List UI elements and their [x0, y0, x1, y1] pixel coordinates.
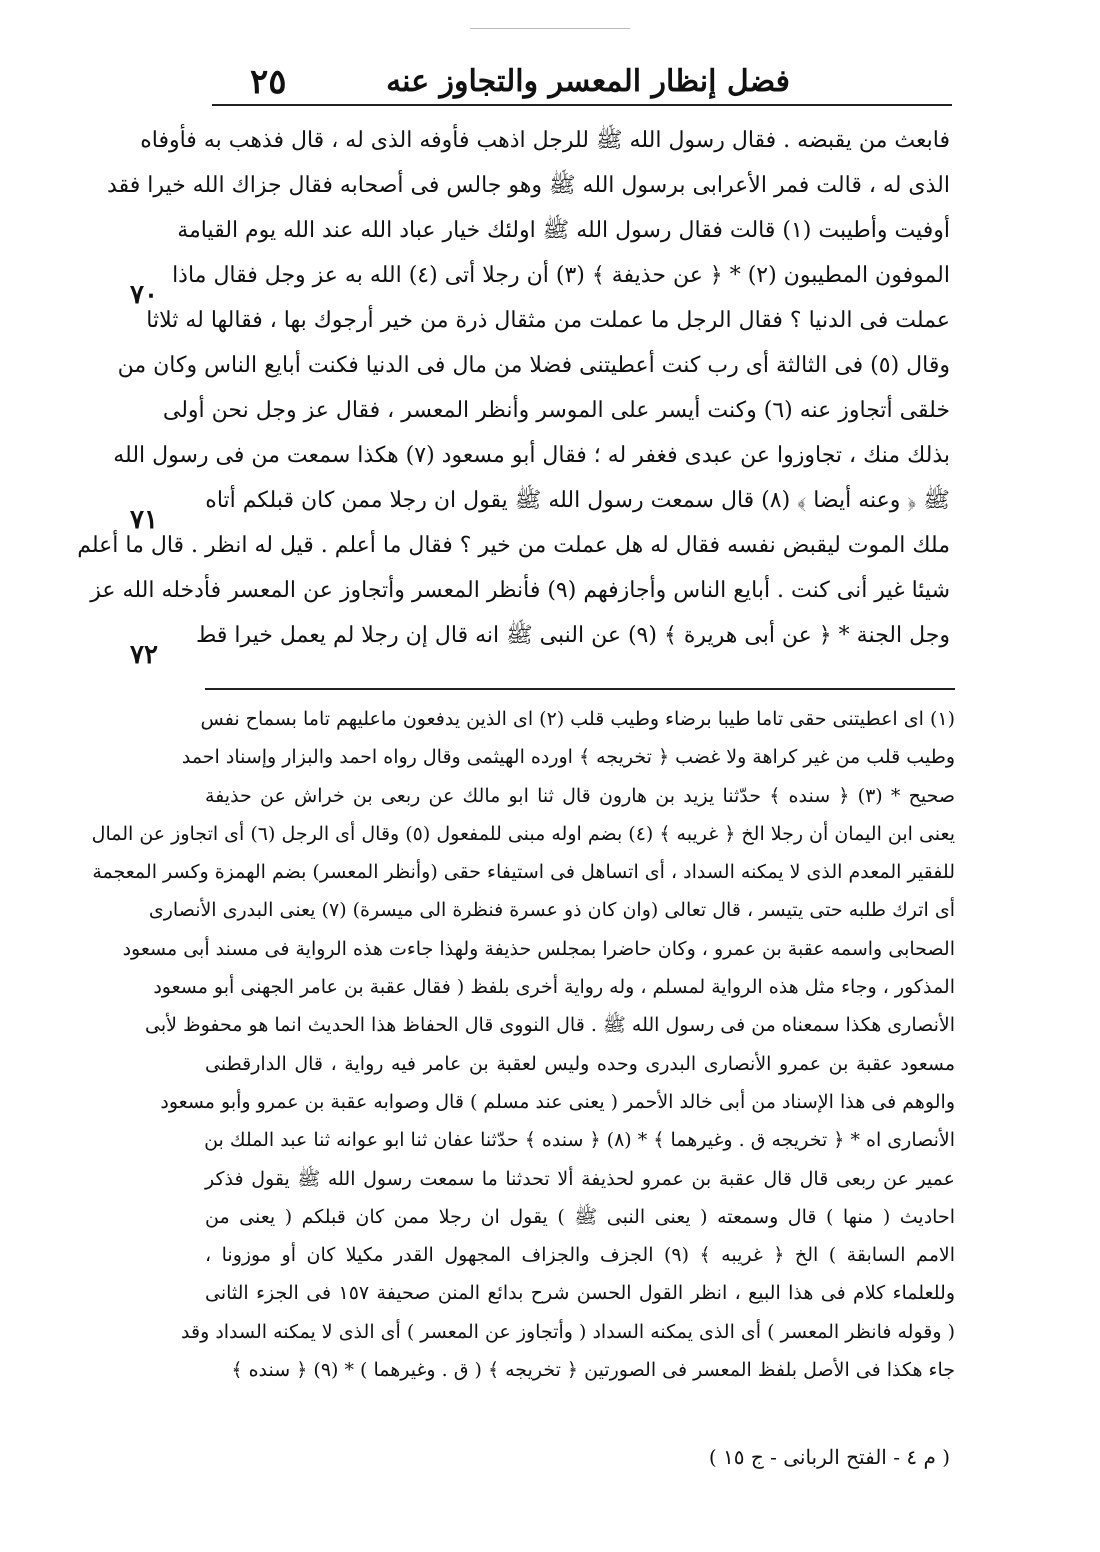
- footnote-line: الأنصارى هكذا سمعناه من فى رسول الله ﷺ . قال النووى قال الحفاظ هذا الحديث انما هو محفوظ لأبى: [145, 1014, 955, 1037]
- header-rule: [212, 104, 952, 106]
- footnote-line: مسعود عقبة بن عمرو الأنصارى البدرى وحده وليس لعقبة بن عامر فيه رواية ، قال الدارقطنى: [205, 1052, 955, 1075]
- main-line: ﷺ ﴿ وعنه أيضا ﴾ (٨) قال سمعت رسول الله ﷺ يقول ان رجلا ممن كان قبلكم أتاه: [205, 488, 950, 513]
- main-line: خلقى أتجاوز عنه (٦) وكنت أيسر على الموسر وأنظر المعسر ، فقال عز وجل نحن أولى: [162, 398, 950, 423]
- main-line: عملت فى الدنيا ؟ فقال الرجل ما عملت من مثقال ذرة من خير أرجوك بها ، فقالها له ثلاثا: [146, 308, 950, 333]
- printer-signature: ( م ٤ - الفتح الربانى - ج ١٥ ): [708, 1445, 950, 1469]
- footnote-line: وللعلماء كلام فى هذا البيع ، انظر القول الحسن شرح بدائع المنن صحيفة ١٥٧ فى الجزء الثانى: [205, 1282, 955, 1305]
- main-line: ملك الموت ليقبض نفسه فقال له هل عملت من خير ؟ فقال ما أعلم . قيل له انظر . قال ما أعلم: [77, 533, 950, 558]
- footnote-line: وطيب قلب من غير كراهة ولا غضب ﴿ تخريجه ﴾ اورده الهيثمى وقال رواه احمد والبزار وإسناد احمد: [181, 746, 955, 769]
- hadith-number: ٧٠: [130, 280, 158, 310]
- page-header: [210, 58, 950, 108]
- footnote-line: الصحابى واسمه عقبة بن عمرو ، وكان حاضرا بمجلس حذيفة ولهذا جاءت هذه الرواية فى مسند أبى مسعود: [122, 937, 955, 960]
- main-line: فابعث من يقبضه . فقال رسول الله ﷺ للرجل اذهب فأوفه الذى له ، قال فذهب به فأوفاه: [140, 128, 950, 153]
- main-line: الموفون المطيبون (٢) * ﴿ عن حذيفة ﴾ (٣) أن رجلا أتى (٤) الله به عز وجل فقال ماذا: [172, 263, 950, 288]
- footnote-line: الامم السابقة ) الخ ﴿ غريبه ﴾ (٩) الجزف والجزاف المجهول القدر مكيلا كان أو موزونا ،: [205, 1244, 955, 1267]
- main-line: الذى له ، قالت فمر الأعرابى برسول الله ﷺ وهو جالس فى أصحابه فقال جزاك الله خيرا فقد: [107, 173, 950, 198]
- main-line: بذلك منك ، تجاوزوا عن عبدى فغفر له ؛ فقال أبو مسعود (٧) هكذا سمعت من فى رسول الله: [113, 443, 950, 468]
- footnote-line: (١) اى اعطيتنى حقى تاما طيبا برضاء وطيب قلب (٢) اى الذين يدفعون ماعليهم تاما بسماح نفس: [200, 708, 955, 730]
- footnote-line: المذكور ، وجاء مثل هذه الرواية لمسلم ، وله رواية أخرى بلفظ ( فقال عقبة بن عامر الجهنى أبو مسعود: [153, 976, 955, 999]
- scan-artifact-line: [470, 28, 630, 29]
- footnote-line: ( وقوله فانظر المعسر ) أى الذى يمكنه السداد ( وأتجاوز عن المعسر ) أى الذى لا يمكنه السداد وقد: [181, 1320, 955, 1343]
- main-line: وقال (٥) فى الثالثة أى رب كنت أعطيتنى فضلا من مال فى الدنيا فكنت أبايع الناس وكان من: [117, 353, 950, 378]
- footnote-rule: [205, 688, 955, 690]
- page-number: ٢٥: [250, 62, 287, 102]
- footnote-line: للفقير المعدم الذى لا يمكنه السداد ، أى اتساهل فى استيفاء حقى (وأنظر المعسر) بضم الهمزة وكسر المعجمة: [92, 861, 955, 884]
- footnote-line: أى اترك طلبه حتى يتيسر ، قال تعالى (وان كان ذو عسرة فنظرة الى ميسرة) (٧) يعنى البدرى الأنصارى: [148, 899, 955, 922]
- footnote-line: صحيح * (٣) ﴿ سنده ﴾ حدّثنا يزيد بن هارون قال ثنا ابو مالك عن ربعى بن خراش عن حذيفة: [205, 784, 955, 807]
- running-title: فضل إنظار المعسر والتجاوز عنه: [386, 64, 790, 99]
- footnote-line: الأنصارى اه * ﴿ تخريجه ق . وغيرهما ﴾ * (٨) ﴿ سنده ﴾ حدّثنا عفان ثنا ابو عوانه ثنا عبد الملك بن: [204, 1129, 955, 1152]
- hadith-number: ٧٢: [130, 640, 158, 670]
- main-line: أوفيت وأطيبت (١) قالت فقال رسول الله ﷺ اولئك خيار عباد الله عند الله يوم القيامة: [177, 218, 950, 243]
- footnote-line: يعنى ابن اليمان أن رجلا الخ ﴿ غريبه ﴾ (٤) بضم اوله مبنى للمفعول (٥) وقال أى الرجل (٦) أى اتجاوز عن المال: [91, 822, 955, 845]
- footnote-line: والوهم فى هذا الإسناد من أبى خالد الأحمر ( يعنى عند مسلم ) قال وصوابه عقبة بن عمرو وأبو مسعود: [160, 1090, 955, 1113]
- main-line: وجل الجنة * ﴿ عن أبى هريرة ﴾ (٩) عن النبى ﷺ انه قال إن رجلا لم يعمل خيرا قط: [195, 623, 950, 648]
- footnote-line: عمير عن ربعى قال قال عقبة بن عمرو لحذيفة ألا تحدثنا ما سمعت رسول الله ﷺ يقول فذكر: [205, 1167, 955, 1190]
- footnote-line: جاء هكذا فى الأصل بلفظ المعسر فى الصورتين ﴿ تخريجه ﴾ ( ق . وغيرهما ) * (٩) ﴿ سنده ﴾: [231, 1359, 955, 1382]
- footnote-line: احاديث ( منها ) قال وسمعته ( يعنى النبى ﷺ ) يقول ان رجلا ممن كان قبلكم ( يعنى من: [205, 1205, 955, 1228]
- hadith-number: ٧١: [130, 505, 158, 535]
- main-line: شيئا غير أنى كنت . أبايع الناس وأجازفهم (٩) فأنظر المعسر وأتجاوز عن المعسر فأدخله الله عز: [90, 578, 950, 603]
- footnotes: [91, 700, 955, 1389]
